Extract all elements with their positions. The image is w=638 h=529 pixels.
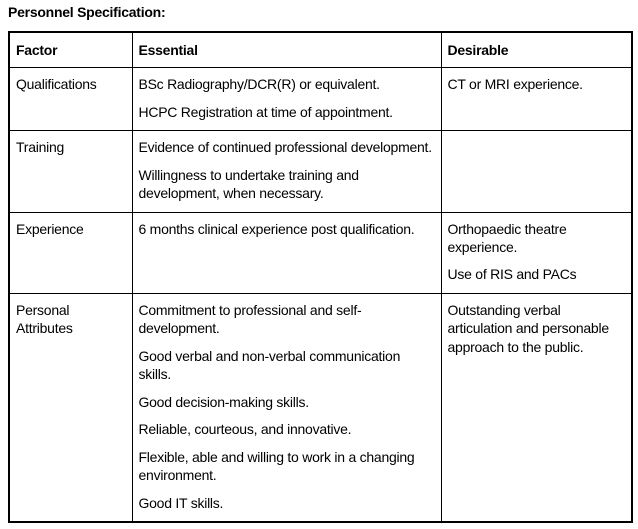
desirable-item: Orthopaedic theatre experience. (447, 220, 567, 255)
table-row (9, 131, 632, 212)
essential-cell (132, 293, 441, 522)
essential-cell (132, 131, 441, 212)
essential-item: Good decision-making skills. (138, 393, 309, 410)
essential-item: Good IT skills. (138, 494, 224, 511)
table-header-row (9, 32, 632, 68)
factor-cell (9, 131, 132, 212)
desirable-cell (441, 68, 632, 131)
table-row (9, 68, 632, 131)
column-header-factor: Factor (9, 32, 132, 68)
desirable-item: Outstanding verbal articulation and personable approach to the public. (447, 301, 609, 355)
table-row (9, 293, 632, 522)
essential-item: 6 months clinical experience post qualification. (138, 220, 415, 237)
essential-item: BSc Radiography/DCR(R) or equivalent. (138, 76, 380, 93)
factor-label: Qualifications (16, 76, 97, 93)
essential-item: Good verbal and non-verbal communication skills. (138, 347, 401, 383)
desirable-cell (441, 293, 632, 522)
desirable-item: CT or MRI experience. (447, 76, 583, 93)
column-header-essential: Essential (132, 32, 441, 68)
desirable-item: Use of RIS and PACs (447, 266, 577, 283)
table-body (9, 68, 632, 522)
essential-item: Evidence of continued professional development. (138, 139, 432, 156)
factor-cell (9, 68, 132, 131)
desirable-cell (441, 131, 632, 212)
factor-cell (9, 293, 132, 522)
column-header-desirable: Desirable (441, 32, 632, 68)
essential-item: Reliable, courteous, and innovative. (138, 421, 352, 438)
essential-item: HCPC Registration at time of appointment. (138, 103, 393, 120)
page-title: Personnel Specification: (8, 4, 166, 20)
factor-label: Experience (16, 220, 84, 237)
factor-label: Training (16, 139, 65, 156)
essential-cell (132, 212, 441, 293)
essential-item: Commitment to professional and self-development. (138, 301, 362, 337)
essential-item: Willingness to undertake training and development, when necessary. (138, 166, 359, 202)
factor-label: Personal Attributes (16, 301, 73, 337)
personnel-specification-table (8, 31, 633, 523)
factor-cell (9, 212, 132, 293)
table-row (9, 212, 632, 293)
essential-item: Flexible, able and willing to work in a changing environment. (138, 448, 415, 484)
essential-cell (132, 68, 441, 131)
desirable-cell (441, 212, 632, 293)
